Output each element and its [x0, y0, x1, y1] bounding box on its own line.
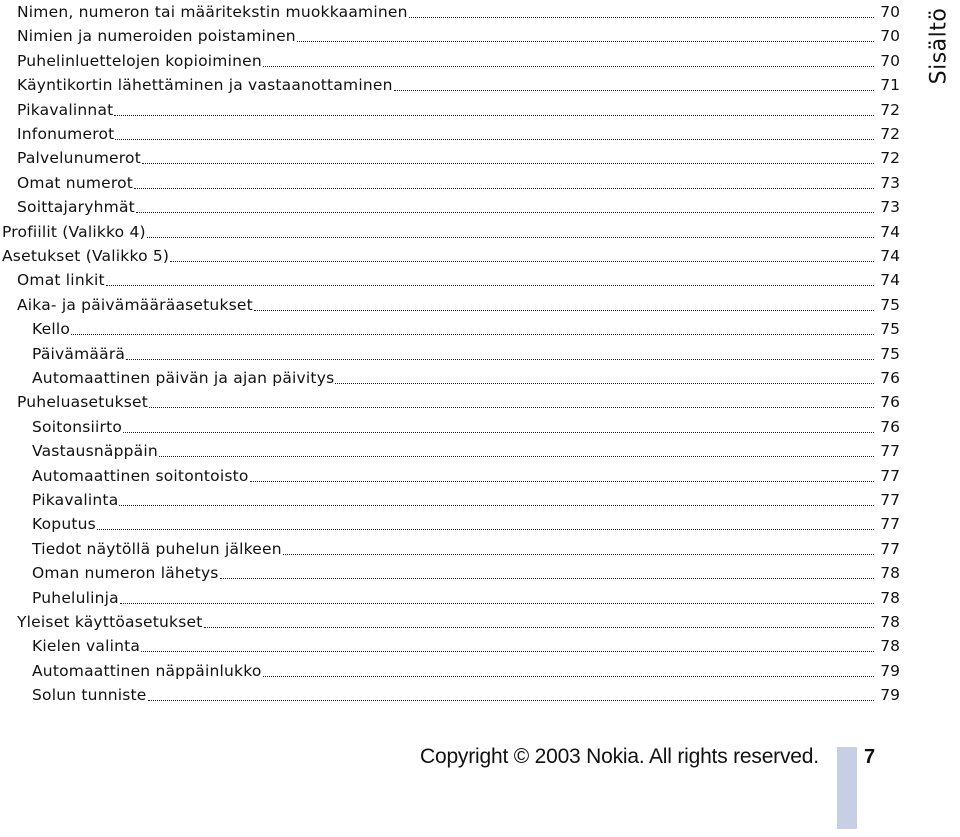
toc-entry-page: 70	[880, 3, 900, 21]
toc-entry	[0, 73, 900, 97]
toc-entry-title: Päivämäärä	[32, 344, 126, 363]
toc-dot-leader	[147, 237, 874, 238]
toc-entry-page: 77	[880, 515, 900, 534]
toc-entry-title: Puhelulinja	[32, 588, 119, 607]
toc-dot-leader	[159, 456, 874, 457]
toc-entry	[0, 659, 900, 683]
toc-entry-title: Soittajaryhmät	[17, 198, 135, 217]
toc-entry-title: Kello	[32, 320, 71, 339]
toc-entry-title: Yleiset käyttöasetukset	[17, 613, 203, 631]
toc-entry-page: 74	[880, 247, 900, 265]
toc-entry-title: Puhelinluettelojen kopioiminen	[17, 51, 262, 70]
toc-entry-page: 77	[880, 442, 900, 461]
toc-entry	[0, 634, 900, 658]
toc-dot-leader	[283, 554, 874, 555]
toc-entry	[0, 439, 900, 463]
section-side-tab-label: Sisältö	[926, 7, 952, 85]
toc-entry-title: Nimien ja numeroiden poistaminen	[17, 27, 296, 46]
toc-entry-title: Solun tunniste	[32, 686, 147, 705]
toc-entry-title: Profiilit (Valikko 4)	[2, 222, 146, 241]
toc-dot-leader	[119, 505, 874, 506]
toc-entry-page: 72	[880, 125, 900, 143]
toc-entry-title: Aika- ja päivämääräasetukset	[17, 295, 253, 314]
toc-dot-leader	[263, 66, 874, 67]
toc-dot-leader	[148, 700, 874, 701]
toc-entry-page: 78	[880, 564, 900, 583]
toc-dot-leader	[123, 432, 874, 433]
toc-entry	[0, 0, 900, 24]
toc-entry-page: 70	[880, 51, 900, 70]
toc-entry	[0, 49, 900, 73]
toc-entry	[0, 512, 900, 536]
toc-entry-page: 75	[880, 344, 900, 363]
toc-entry	[0, 537, 900, 561]
toc-entry-title: Koputus	[32, 515, 96, 534]
toc-entry-page: 78	[880, 613, 900, 631]
toc-entry-page: 76	[880, 369, 900, 387]
toc-dot-leader	[263, 676, 875, 677]
toc-dot-leader	[141, 651, 874, 652]
toc-entry-title: Soitonsiirto	[32, 417, 123, 436]
toc-entry-page: 75	[880, 295, 900, 314]
toc-dot-leader	[115, 139, 874, 140]
toc-entry	[0, 293, 900, 317]
toc-entry-title: Automaattinen päivän ja ajan päivitys	[32, 369, 335, 387]
toc-dot-leader	[120, 603, 874, 604]
toc-entry	[0, 146, 900, 170]
toc-dot-leader	[114, 115, 874, 116]
toc-entry	[0, 390, 900, 414]
page-number: 7	[864, 746, 876, 768]
toc-entry	[0, 464, 900, 488]
toc-entry-title: Nimen, numeron tai määritekstin muokkaaminen	[17, 3, 408, 21]
toc-entry-page: 77	[880, 466, 900, 485]
toc-entry-page: 76	[880, 417, 900, 436]
toc-dot-leader	[409, 17, 874, 18]
toc-entry-page: 76	[880, 393, 900, 412]
footer-decorative-bar	[837, 747, 857, 829]
toc-dot-leader	[97, 529, 874, 530]
footer-copyright: Copyright © 2003 Nokia. All rights reserved.	[420, 745, 819, 768]
toc-dot-leader	[106, 285, 874, 286]
toc-entry-title: Vastausnäppäin	[32, 442, 158, 461]
toc-entry-page: 77	[880, 539, 900, 558]
toc-entry	[0, 98, 900, 122]
toc-entry	[0, 683, 900, 707]
toc-entry-title: Omat numerot	[17, 173, 134, 192]
toc-entry-title: Palvelunumerot	[17, 149, 141, 168]
toc-entry	[0, 488, 900, 512]
toc-entry-title: Kielen valinta	[32, 637, 141, 656]
toc-entry-page: 71	[880, 76, 900, 95]
toc-entry-title: Pikavalinta	[32, 491, 119, 509]
toc-entry-title: Automaattinen soitontoisto	[32, 466, 249, 485]
toc-entry-title: Käyntikortin lähettäminen ja vastaanottaminen	[17, 76, 393, 95]
toc-entry	[0, 244, 900, 268]
toc-dot-leader	[220, 578, 874, 579]
toc-dot-leader	[335, 383, 874, 384]
toc-entry	[0, 24, 900, 48]
toc-entry	[0, 415, 900, 439]
toc-dot-leader	[170, 261, 874, 262]
toc-dot-leader	[394, 90, 874, 91]
toc-entry-page: 78	[880, 588, 900, 607]
toc-entry	[0, 610, 900, 634]
toc-entry-page: 74	[880, 271, 900, 290]
toc-dot-leader	[136, 212, 874, 213]
toc-dot-leader	[142, 163, 874, 164]
toc-entry-page: 73	[880, 173, 900, 192]
toc-entry	[0, 171, 900, 195]
toc-dot-leader	[204, 627, 874, 628]
toc-entry-title: Asetukset (Valikko 5)	[2, 247, 170, 265]
toc-entry-page: 75	[880, 320, 900, 339]
toc-entry-title: Infonumerot	[17, 125, 115, 143]
toc-dot-leader	[134, 188, 874, 189]
toc-entry	[0, 122, 900, 146]
toc-entry-page: 79	[880, 686, 900, 705]
toc-entry-page: 72	[880, 100, 900, 119]
toc-entry	[0, 220, 900, 244]
toc-entry-title: Oman numeron lähetys	[32, 564, 219, 583]
section-side-tab	[918, 0, 960, 92]
toc-entry-page: 73	[880, 198, 900, 217]
toc-entry-title: Tiedot näytöllä puhelun jälkeen	[32, 539, 282, 558]
toc-entry-title: Omat linkit	[17, 271, 105, 290]
toc-entry	[0, 561, 900, 585]
toc-dot-leader	[297, 41, 874, 42]
toc-dot-leader	[71, 334, 874, 335]
toc-entry	[0, 317, 900, 341]
toc-entry-page: 77	[880, 491, 900, 509]
toc-entry-title: Automaattinen näppäinlukko	[32, 661, 262, 680]
toc-dot-leader	[254, 310, 874, 311]
toc-entry-page: 79	[880, 661, 900, 680]
toc-entry	[0, 195, 900, 219]
toc-entry-page: 70	[880, 27, 900, 46]
toc-entry-page: 72	[880, 149, 900, 168]
toc-entry	[0, 342, 900, 366]
toc-entry-title: Pikavalinnat	[17, 100, 114, 119]
toc-dot-leader	[149, 407, 874, 408]
toc-dot-leader	[126, 359, 874, 360]
toc-dot-leader	[250, 481, 874, 482]
toc-entry-page: 74	[880, 222, 900, 241]
toc-entry-title: Puheluasetukset	[17, 393, 149, 412]
toc-entry	[0, 586, 900, 610]
toc-entry	[0, 366, 900, 390]
toc-entry	[0, 268, 900, 292]
toc-entry-page: 78	[880, 637, 900, 656]
